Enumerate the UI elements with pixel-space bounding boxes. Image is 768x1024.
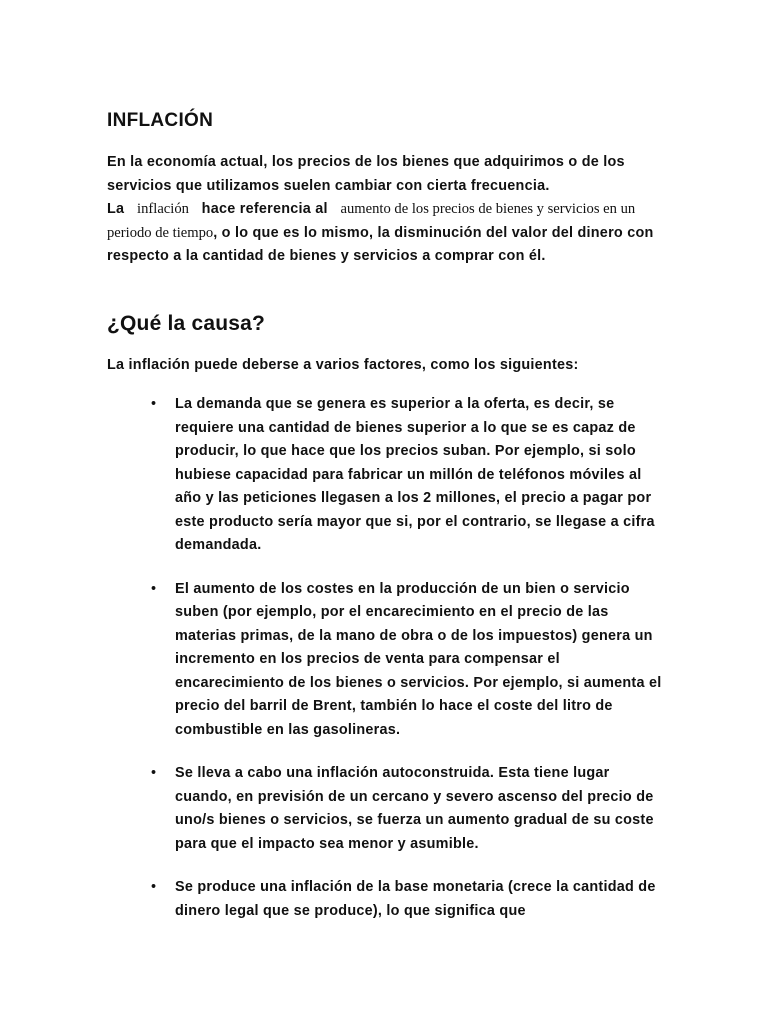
list-item-text: La demanda que se genera es superior a la oferta, es decir, se requiere una cantidad de bienes superior a lo que se es capaz de producir, lo que hace que los precios suban. Por ejemplo, si solo hubiese capacidad para fabricar un millón de teléfonos móviles al año y las peticiones llegasen a los 2 millones, el precio a pagar por este producto sería mayor que si, por el contrario, se llegase a cifra demandada. <box>175 396 655 553</box>
causes-lead-text: La inflación puede deberse a varios factores, como los siguientes: <box>107 357 579 373</box>
bullet-icon: • <box>151 396 157 412</box>
list-item-text: Se lleva a cabo una inflación autoconstruida. Esta tiene lugar cuando, en previsión de un cercano y severo ascenso del precio de uno/s bienes o servicios, se fuerza un aumento gradual de su coste para que el impacto sea menor y asumible. <box>175 765 654 852</box>
document-title: INFLACIÓN <box>107 110 214 131</box>
intro-paragraph <box>107 151 667 269</box>
list-item-text: El aumento de los costes en la producción de un bien o servicio suben (por ejemplo, por el encarecimiento en el precio de las materias primas, de la mano de obra o de los impuestos) genera un incremento en los precios de venta para compensar el encarecimiento de los bienes o servicios. Por ejemplo, si aumenta el precio del barril de Brent, también lo hace el coste del litro de combustible en las gasolineras. <box>175 580 662 738</box>
list-item <box>151 578 670 743</box>
section-heading-causes: ¿Qué la causa? <box>107 312 266 335</box>
bullet-icon: • <box>151 580 157 597</box>
list-item-text: Se produce una inflación de la base monetaria (crece la cantidad de dinero legal que se produce), lo que significa que <box>175 879 656 919</box>
bullet-icon: • <box>151 879 157 895</box>
intro-text-3: hace referencia al <box>201 201 328 217</box>
list-item <box>151 762 670 856</box>
intro-text-1: En la economía actual, los precios de los bienes que adquirimos o de los servicios que utilizamos suelen cambiar con cierta frecuencia. <box>107 154 625 194</box>
causes-list <box>151 393 670 943</box>
intro-text-2: La <box>107 201 125 217</box>
intro-text-4: , o lo que es lo mismo, la disminución del valor del dinero con respecto a la cantidad de bienes y servicios a comprar con él. <box>107 224 654 264</box>
intro-term-inflacion: inflación <box>137 201 189 217</box>
bullet-icon: • <box>151 765 157 781</box>
list-item <box>151 876 670 923</box>
intro-definition: aumento de los precios de bienes y servicios en un periodo de tiempo <box>107 201 636 241</box>
list-item <box>151 393 670 558</box>
